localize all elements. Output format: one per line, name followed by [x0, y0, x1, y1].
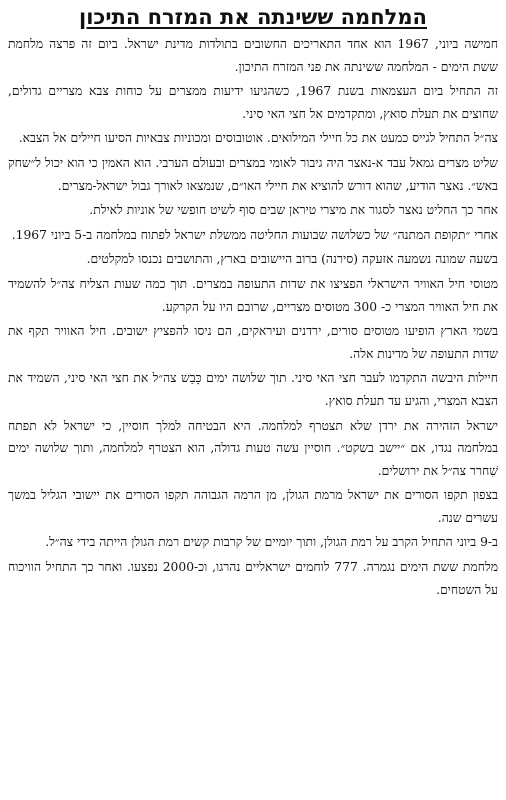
document-body	[8, 33, 498, 601]
paragraph: מטוסי חיל האוויר הישראלי הפציצו את שדות התעופה במצרים. תוך כמה שעות הצליח צה״ל להשמיד את חיל האוויר המצרי כ- 300 מטוסים מצריים, שרובם היו על הקרקע.	[8, 276, 498, 314]
paragraph: זה התחיל ביום העצמאות בשנת 1967, כשהגיעו ידיעות ממצרים על כוחות צבא מצריים גדולים, שחוצים את תעלת סואץ, ומתקדמים אל חצי האי סיני.	[8, 84, 499, 121]
paragraph: צה״ל התחיל לגייס כמעט את כל חיילי המילואים. אוטובוסים ומכוניות צבאיות הסיעו חיילים אל הצבא.	[18, 131, 498, 146]
paragraph: חיילות היבשה התקדמו לעבר חצי האי סיני. תוך שלושה ימים כָּבַש צה״ל את חצי האי סיני, השמיד את הצבא המצרי, והגיע עד תעלת סואץ.	[8, 371, 498, 408]
paragraph: שליט מצרים גמאל עבד א-נאצר היה גיבור לאומי במצרים ובעולם הערבי. הוא האמין כי הוא יכול ל״שחק באש״. נאצר הודיע, שהוא דורש להוציא את חיילי האו״ם, שנמצאו לאורך גבול ישראל-מצרים.	[8, 155, 498, 193]
paragraph: אחרי ״תקופת המתנה״ של כשלושה שבועות החליטה ממשלת ישראל לפתוח במלחמה ב-5 ביוני 1967.	[11, 227, 498, 242]
paragraph: בשמי הארץ הופיעו מטוסים סורים, ירדנים ועיראקים, הם ניסו להפציץ ישובים. חיל האוויר תקף את שדות התעופה של מדינות אלה.	[8, 324, 498, 361]
paragraph: בצפון תקפו הסורים את ישראל מרמת הגולן, מן הרמה הגבוהה תקפו הסורים את יישובי הגליל במשך עשרים שנה.	[8, 488, 498, 525]
paragraph: אחר כך החליט נאצר לסגור את מיצרי טיראן שבים סוף לשיט חופשי של אוניות לאילת.	[89, 203, 498, 218]
paragraph: מלחמת ששת הימים נגמרה. 777 לוחמים ישראליים נהרגו, וכ-2000 נפצעו. ואחר כך התחיל הוויכוח על השטחים.	[8, 560, 499, 597]
paragraph: חמישה ביוני, 1967 הוא אחד התאריכים החשובים בתולדות מדינת ישראל. ביום זה פרצה מלחמת ששת הימים - המלחמה ששינתה את פני המזרח התיכון.	[8, 37, 498, 74]
page-title: המלחמה ששינתה את המזרח התיכון	[79, 5, 427, 29]
paragraph: בשעה שמונה נשמעה אזעקה (סירנה) ברוב היישובים בארץ, והתושבים נכנסו למקלטים.	[86, 252, 498, 267]
paragraph: ב-9 ביוני התחיל הקרב על רמת הגולן, ותוך יומיים של קרבות קשים רמת הגולן הייתה בידי צה״ל.	[45, 535, 498, 550]
paragraph: ישראל הזהירה את ירדן שלא תצטרף למלחמה. היא הבטיחה למלך חוסיין, כי ישראל לא תפתח במלחמה נגדו, אם ״יישב בשקט״. חוסיין עשה טעות גדולה, הוא הצטרף למלחמה, ותוך שלושה ימים שִׁחרר צה״ל את ירושלים.	[8, 418, 498, 478]
